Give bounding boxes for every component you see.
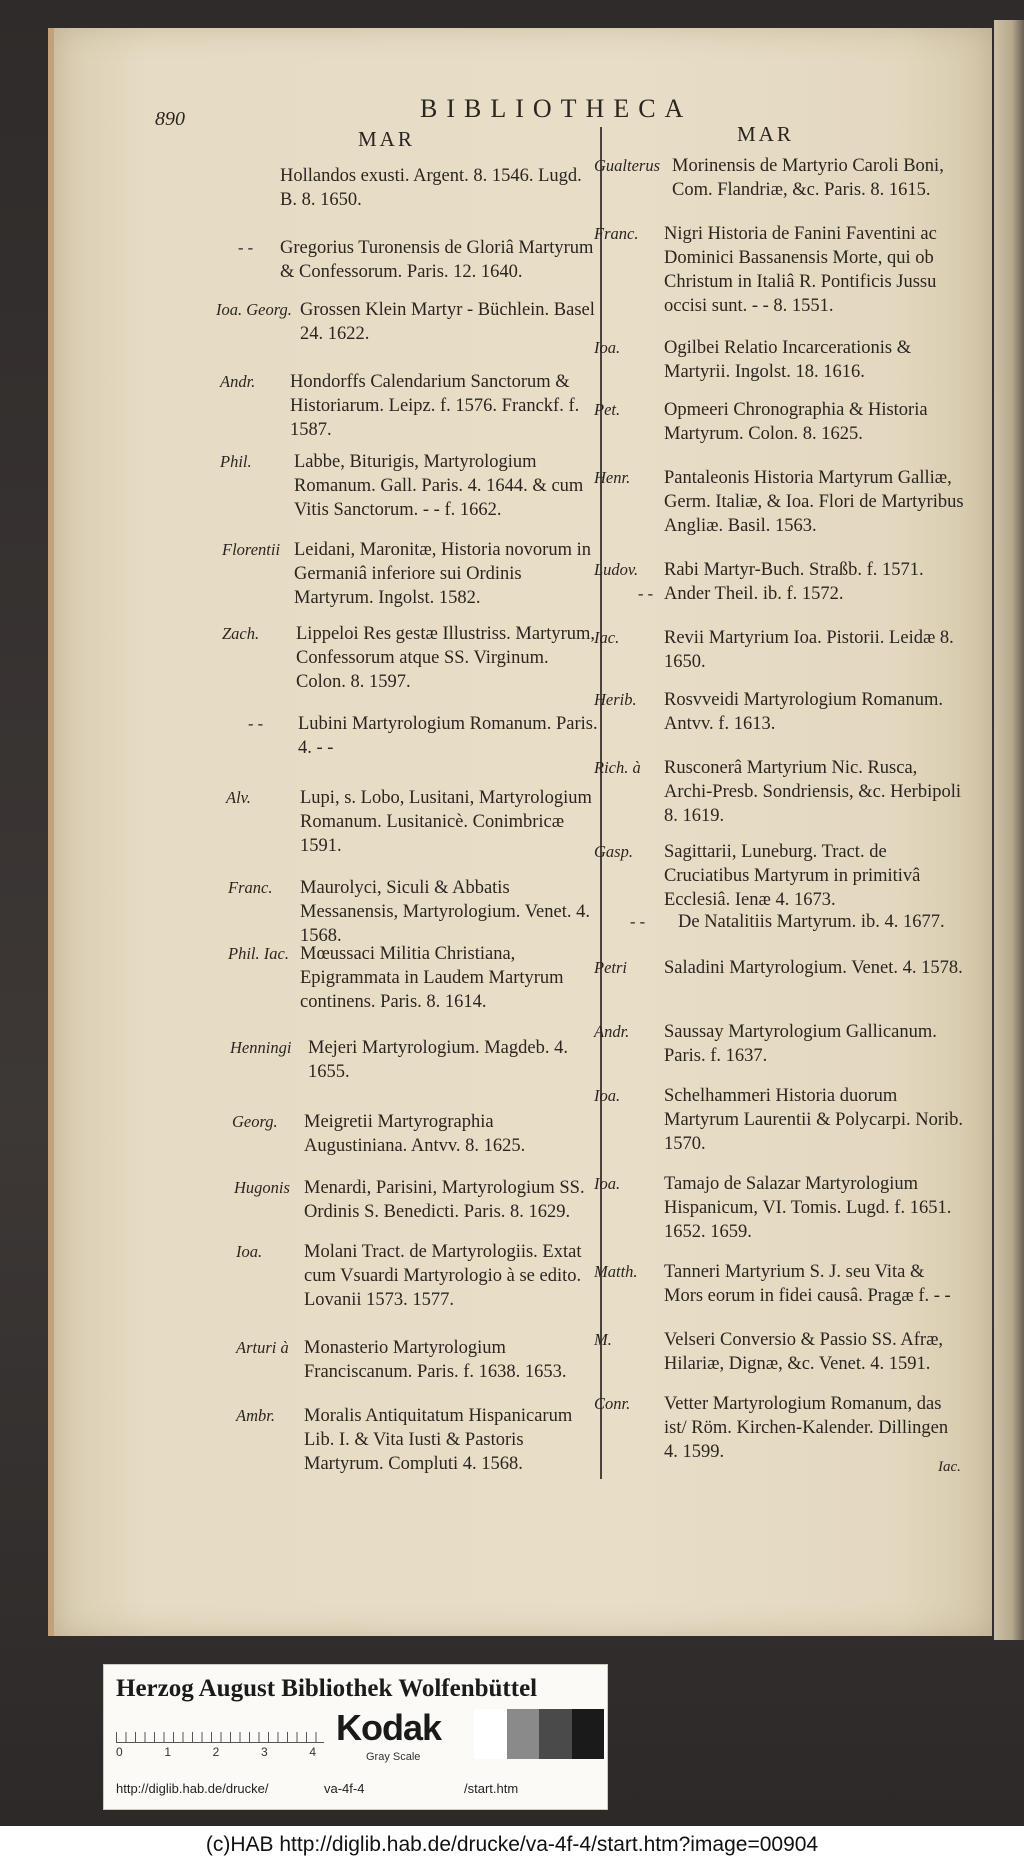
entry-label: Florentii (222, 540, 281, 559)
list-item (594, 688, 964, 736)
list-item (236, 1404, 598, 1476)
entry-text: Lupi, s. Lobo, Lusitani, Martyrologium Romanum. Lusitanicè. Conimbricæ 1591. (300, 788, 592, 856)
entry-text: Pantaleonis Historia Martyrum Galliæ, Germ. Italiæ, & Ioa. Flori de Martyribus Angliæ. Basil. 1563. (664, 468, 964, 536)
entry-label: Herib. (594, 690, 637, 709)
entry-text: Morinensis de Martyrio Caroli Boni, Com. Flandriæ, &c. Paris. 8. 1615. (672, 156, 944, 200)
entry-text: Velseri Conversio & Passio SS. Afræ, Hilariæ, Dignæ, &c. Venet. 4. 1591. (664, 1330, 944, 1374)
left-column-heading: MAR (358, 127, 415, 151)
entry-text: Tamajo de Salazar Martyrologium Hispanicum, VI. Tomis. Lugd. f. 1651. 1652. 1659. (664, 1174, 952, 1242)
list-item (220, 370, 598, 442)
list-item (594, 956, 964, 980)
gray-swatch (539, 1709, 572, 1759)
entry-text: Schelhammeri Historia duorum Martyrum Laurentii & Polycarpi. Norib. 1570. (664, 1086, 964, 1154)
entry-label: Gasp. (594, 842, 633, 861)
list-item (594, 398, 964, 446)
entry-text: Hondorffs Calendarium Sanctorum & Historiarum. Leipz. f. 1576. Franckf. f. 1587. (290, 372, 580, 440)
entry-label: Alv. (226, 788, 251, 807)
url-prefix: http://diglib.hab.de/drucke/ (116, 1781, 269, 1796)
entry-text: Lippeloi Res gestæ Illustriss. Martyrum, Confessorum atque SS. Virginum. Colon. 8. 1597. (296, 624, 596, 692)
entry-label: Iac. (594, 628, 620, 647)
entry-text: Ander Theil. ib. f. 1572. (664, 584, 844, 604)
entry-label: Ioa. (594, 1174, 621, 1193)
entry-text: Labbe, Biturigis, Martyrologium Romanum. Gall. Paris. 4. 1644. & cum Vitis Sanctorum. - - f. 1662. (294, 452, 584, 520)
entry-label: Ambr. (236, 1406, 275, 1425)
gray-scale-swatches (474, 1709, 604, 1759)
entry-text: Sagittarii, Luneburg. Tract. de Cruciatibus Martyrum in primitivâ Ecclesiâ. Ienæ 4. 1673. (664, 842, 921, 910)
facing-page-edge (994, 20, 1024, 1640)
list-item (594, 1328, 964, 1376)
entry-text: Rabi Martyr-Buch. Straßb. f. 1571. (664, 560, 924, 580)
ruler-number: 0 (116, 1745, 123, 1759)
entry-text: Gregorius Turonensis de Gloriâ Martyrum & Confessorum. Paris. 12. 1640. (280, 238, 594, 282)
entry-text: Saladini Martyrologium. Venet. 4. 1578. (664, 958, 963, 978)
gray-scale-label: Gray Scale (366, 1751, 421, 1763)
library-color-card (103, 1664, 608, 1810)
list-item (594, 582, 964, 606)
entry-label: Petri (594, 958, 627, 977)
entry-label: Henningi (230, 1038, 292, 1057)
entry-label: Arturi à (236, 1338, 289, 1357)
right-column-heading: MAR (737, 122, 794, 146)
entry-label: Zach. (222, 624, 260, 643)
entry-text: Molani Tract. de Martyrologiis. Extat cum Vsuardi Martyrologio à se edito. Lovanii 1573. 1577. (304, 1242, 582, 1310)
list-item (594, 626, 964, 674)
copyright-footer: (c)HAB http://diglib.hab.de/drucke/va-4f-4/start.htm?image=00904 (0, 1826, 1024, 1864)
ruler-number: 3 (260, 1745, 268, 1759)
url-suffix: /start.htm (464, 1781, 519, 1796)
entry-text: Saussay Martyrologium Gallicanum. Paris. f. 1637. (664, 1022, 937, 1066)
scale-ruler (116, 1723, 324, 1743)
list-item (594, 910, 964, 934)
list-item (594, 1260, 964, 1308)
entry-text: Grossen Klein Martyr - Büchlein. Basel 24. 1622. (300, 300, 595, 344)
list-item (216, 298, 598, 346)
entry-label: - - (630, 912, 646, 931)
list-item (594, 222, 964, 318)
list-item (230, 1036, 598, 1084)
entry-label: Phil. Iac. (228, 944, 289, 963)
shelfmark: va-4f-4 (324, 1781, 365, 1796)
card-url (116, 1781, 518, 1796)
entry-label: Rich. à (594, 758, 641, 777)
entry-text: Moralis Antiquitatum Hispanicarum Lib. I. & Vita Iusti & Pastoris Martyrum. Compluti 4. 1568. (304, 1406, 573, 1474)
entry-label: - - (248, 714, 264, 733)
gray-swatch (572, 1709, 605, 1759)
list-item (232, 1110, 598, 1158)
list-item (208, 164, 598, 212)
entry-label: Gualterus (594, 156, 660, 175)
entry-text: Hollandos exusti. Argent. 8. 1546. Lugd. B. 8. 1650. (280, 166, 582, 210)
entry-label (208, 164, 280, 212)
page-title: BIBLIOTHECA (420, 94, 693, 123)
entry-text: Revii Martyrium Ioa. Pistorii. Leidæ 8. 1650. (664, 628, 954, 672)
entry-label: Conr. (594, 1394, 631, 1413)
entry-label: Ioa. (236, 1242, 263, 1261)
entry-label: Ludov. (594, 560, 639, 579)
entry-text: Rusconerâ Martyrium Nic. Rusca, Archi-Presb. Sondriensis, &c. Herbipoli 8. 1619. (664, 758, 961, 826)
entry-label: Ioa. (594, 1086, 621, 1105)
list-item (236, 1336, 598, 1384)
list-item (594, 756, 964, 828)
list-item (208, 236, 598, 284)
entry-label: Franc. (228, 878, 273, 897)
page-number: 890 (155, 108, 185, 130)
list-item (228, 876, 598, 948)
entry-label: Ioa. Georg. (216, 300, 292, 319)
entry-label: Andr. (220, 372, 256, 391)
list-item (226, 786, 598, 858)
entry-label: Henr. (594, 468, 631, 487)
entry-text: Meigretii Martyrographia Augustiniana. Antvv. 8. 1625. (304, 1112, 526, 1156)
ruler-numbers (116, 1745, 316, 1759)
ruler-number: 1 (164, 1745, 172, 1759)
list-item (594, 1392, 964, 1464)
catchword: Iac. (938, 1459, 961, 1475)
list-item (222, 712, 598, 760)
list-item (594, 558, 964, 582)
ruler-number: 4 (309, 1745, 316, 1759)
list-item (222, 538, 598, 610)
list-item (222, 622, 598, 694)
list-item (594, 336, 964, 384)
entry-text: Menardi, Parisini, Martyrologium SS. Ordinis S. Benedicti. Paris. 8. 1629. (304, 1178, 585, 1222)
entry-label: Georg. (232, 1112, 278, 1131)
entry-text: Nigri Historia de Fanini Faventini ac Dominici Bassanensis Morte, qui ob Christum in Italiâ R. Pontificis Jussu occisi sunt. - - 8. 1551. (664, 224, 937, 316)
entry-label: Franc. (594, 224, 639, 243)
entry-text: Leidani, Maronitæ, Historia novorum in Germaniâ inferiore sui Ordinis Martyrum. Ingolst. 1582. (294, 540, 591, 608)
entry-text: Ogilbei Relatio Incarcerationis & Martyrii. Ingolst. 18. 1616. (664, 338, 912, 382)
entry-label: - - (238, 238, 254, 257)
entry-text: Lubini Martyrologium Romanum. Paris. 4. - - (298, 714, 598, 758)
list-item (594, 1172, 964, 1244)
ruler-number: 2 (212, 1745, 220, 1759)
entry-label: Ioa. (594, 338, 621, 357)
entry-text: Monasterio Martyrologium Franciscanum. Paris. f. 1638. 1653. (304, 1338, 567, 1382)
entry-text: Mœussaci Militia Christiana, Epigrammata in Laudem Martyrum continens. Paris. 8. 1614. (300, 944, 564, 1012)
gray-swatch (507, 1709, 540, 1759)
list-item (236, 1240, 598, 1312)
entry-label: M. (594, 1330, 612, 1349)
list-item (234, 1176, 598, 1224)
list-item (594, 840, 964, 912)
kodak-logo: Kodak (336, 1707, 442, 1748)
entry-text: Rosvveidi Martyrologium Romanum. Antvv. f. 1613. (664, 690, 944, 734)
entry-text: De Natalitiis Martyrum. ib. 4. 1677. (678, 912, 945, 932)
entry-text: Maurolyci, Siculi & Abbatis Messanensis, Martyrologium. Venet. 4. 1568. (300, 878, 590, 946)
entry-label: Hugonis (234, 1178, 290, 1197)
entry-label: Andr. (594, 1022, 630, 1041)
list-item (594, 154, 964, 202)
entry-text: Mejeri Martyrologium. Magdeb. 4. 1655. (308, 1038, 568, 1082)
entry-label: Phil. (220, 452, 252, 471)
entry-label: Matth. (594, 1262, 638, 1281)
library-name: Herzog August Bibliothek Wolfenbüttel (116, 1675, 538, 1702)
entry-text: Vetter Martyrologium Romanum, das ist/ Röm. Kirchen-Kalender. Dillingen 4. 1599. (664, 1394, 949, 1462)
gray-swatch (474, 1709, 507, 1759)
list-item (594, 466, 964, 538)
entry-text: Tanneri Martyrium S. J. seu Vita & Mors eorum in fidei causâ. Pragæ f. - - (664, 1262, 951, 1306)
entry-label: Pet. (594, 400, 621, 419)
entry-label: - - (638, 584, 654, 603)
list-item (594, 1084, 964, 1156)
list-item (228, 942, 598, 1014)
entry-text: Opmeeri Chronographia & Historia Martyrum. Colon. 8. 1625. (664, 400, 928, 444)
list-item (220, 450, 598, 522)
list-item (594, 1020, 964, 1068)
